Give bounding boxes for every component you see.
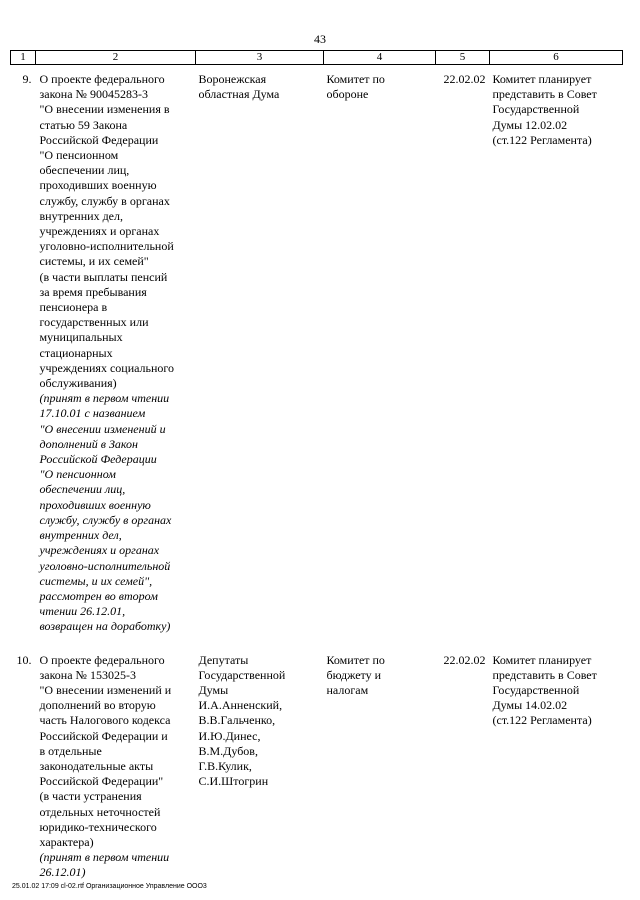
cell-line: государственных или (39, 315, 149, 330)
cell-line: "О внесении изменений и (39, 421, 166, 436)
header-col-1: 1 (11, 51, 36, 65)
cell-line: за время пребывания (39, 284, 147, 299)
cell-line: 17.10.01 с названием (39, 406, 146, 421)
row-number: 9. (22, 72, 32, 86)
cell-line: Комитет по (326, 72, 385, 86)
cell-line: Депутаты (198, 652, 249, 667)
initiator-cell (196, 635, 324, 881)
cell-line: внутренних дел, (39, 528, 122, 543)
cell-line: службу, службу в органах (39, 193, 170, 208)
cell-line: Думы 14.02.02 (492, 698, 568, 713)
cell-line: областная Дума (198, 87, 280, 102)
header-col-2: 2 (36, 51, 196, 65)
committee-cell (324, 635, 436, 881)
cell-line: возвращен на доработку) (39, 619, 171, 634)
agenda-table (10, 50, 623, 881)
header-col-5: 5 (436, 51, 490, 65)
cell-line: бюджету и (326, 667, 382, 682)
cell-line: (ст.122 Регламента) (492, 713, 592, 728)
cell-line: представить в Совет (492, 87, 597, 102)
cell-line: закона № 153025-3 (39, 667, 136, 682)
cell-line: налогам (326, 682, 369, 697)
cell-line: "О внесении изменений и (39, 682, 172, 697)
cell-line: обслуживания) (39, 376, 117, 391)
cell-line: внутренних дел, (39, 208, 123, 223)
cell-line: Российской Федерации (39, 132, 159, 147)
cell-line: учреждениях и органах (39, 224, 160, 239)
cell-line: закона № 90045283-3 (39, 87, 148, 102)
bill-title-cell (36, 635, 196, 881)
cell-line: "О пенсионном (39, 467, 116, 482)
cell-line: (принят в первом чтении (39, 850, 170, 865)
initiator-cell (196, 65, 324, 635)
cell-line: (в части выплаты пенсий (39, 269, 168, 284)
cell-line: Российской Федерации и (39, 728, 168, 743)
date-cell: 22.02.02 (443, 72, 486, 86)
cell-line: проходивших военную (39, 497, 151, 512)
cell-line: учреждениях и органах (39, 543, 160, 558)
cell-line: О проекте федерального (39, 72, 165, 86)
cell-line: И.А.Анненский, (198, 698, 283, 713)
row-number: 10. (16, 652, 32, 667)
cell-line: отдельных неточностей (39, 804, 161, 819)
cell-line: обеспечении лиц, (39, 482, 126, 497)
cell-line: Комитет планирует (492, 652, 592, 667)
cell-line: О проекте федерального (39, 652, 165, 667)
table-row (11, 635, 623, 881)
cell-line: службу, службу в органах (39, 512, 172, 527)
date-cell: 22.02.02 (443, 652, 486, 667)
cell-line: часть Налогового кодекса (39, 713, 171, 728)
cell-line: "О пенсионном (39, 148, 119, 163)
cell-line: Государственной (492, 102, 580, 117)
cell-line: системы, и их семей", (39, 573, 153, 588)
cell-line: учреждениях социального (39, 360, 175, 375)
cell-line: проходивших военную (39, 178, 157, 193)
note-cell (490, 635, 623, 881)
cell-line: в отдельные (39, 743, 102, 758)
cell-line: чтении 26.12.01, (39, 604, 126, 619)
cell-line: Воронежская (198, 72, 267, 86)
cell-line: законодательные акты (39, 758, 154, 773)
cell-line: Государственной (198, 667, 286, 682)
table-row (11, 65, 623, 635)
footer-text: 25.01.02 17:09 cl-02.rtf Организационное Управление ООО3 (12, 883, 207, 890)
header-row (11, 51, 623, 65)
page-number: 43 (314, 32, 326, 46)
cell-line: Государственной (492, 682, 580, 697)
cell-line: Г.В.Кулик, (198, 758, 252, 773)
cell-line: "О внесении изменения в (39, 102, 170, 117)
cell-line: юридико-технического (39, 819, 157, 834)
cell-line: уголовно-исполнительной (39, 558, 171, 573)
cell-line: Думы (198, 682, 229, 697)
committee-cell (324, 65, 436, 635)
cell-line: (ст.122 Регламента) (492, 132, 592, 147)
cell-line: статью 59 Закона (39, 117, 128, 132)
cell-line: пенсионера в (39, 300, 108, 315)
cell-line: представить в Совет (492, 667, 597, 682)
cell-line: 26.12.01) (39, 865, 86, 880)
cell-line: уголовно-исполнительной (39, 239, 174, 254)
cell-line: муниципальных (39, 330, 123, 345)
cell-line: (в части устранения (39, 789, 142, 804)
cell-line: характера) (39, 834, 94, 849)
cell-line: Думы 12.02.02 (492, 117, 568, 132)
cell-line: В.М.Дубов, (198, 743, 258, 758)
cell-line: С.И.Штогрин (198, 774, 269, 789)
cell-line: обороне (326, 87, 369, 102)
cell-line: (принят в первом чтении (39, 391, 170, 406)
cell-line: Комитет планирует (492, 72, 592, 86)
cell-line: дополнений во вторую (39, 698, 156, 713)
header-col-3: 3 (196, 51, 324, 65)
cell-line: дополнений в Закон (39, 436, 138, 451)
header-col-6: 6 (490, 51, 623, 65)
cell-line: Комитет по (326, 652, 385, 667)
cell-line: В.В.Гальченко, (198, 713, 276, 728)
bill-title-cell (36, 65, 196, 635)
cell-line: Российской Федерации (39, 452, 157, 467)
cell-line: рассмотрен во втором (39, 588, 158, 603)
cell-line: И.Ю.Динес, (198, 728, 261, 743)
note-cell (490, 65, 623, 635)
cell-line: обеспечении лиц, (39, 163, 130, 178)
cell-line: системы, и их семей" (39, 254, 149, 269)
cell-line: стационарных (39, 345, 113, 360)
cell-line: Российской Федерации" (39, 774, 164, 789)
header-col-4: 4 (324, 51, 436, 65)
